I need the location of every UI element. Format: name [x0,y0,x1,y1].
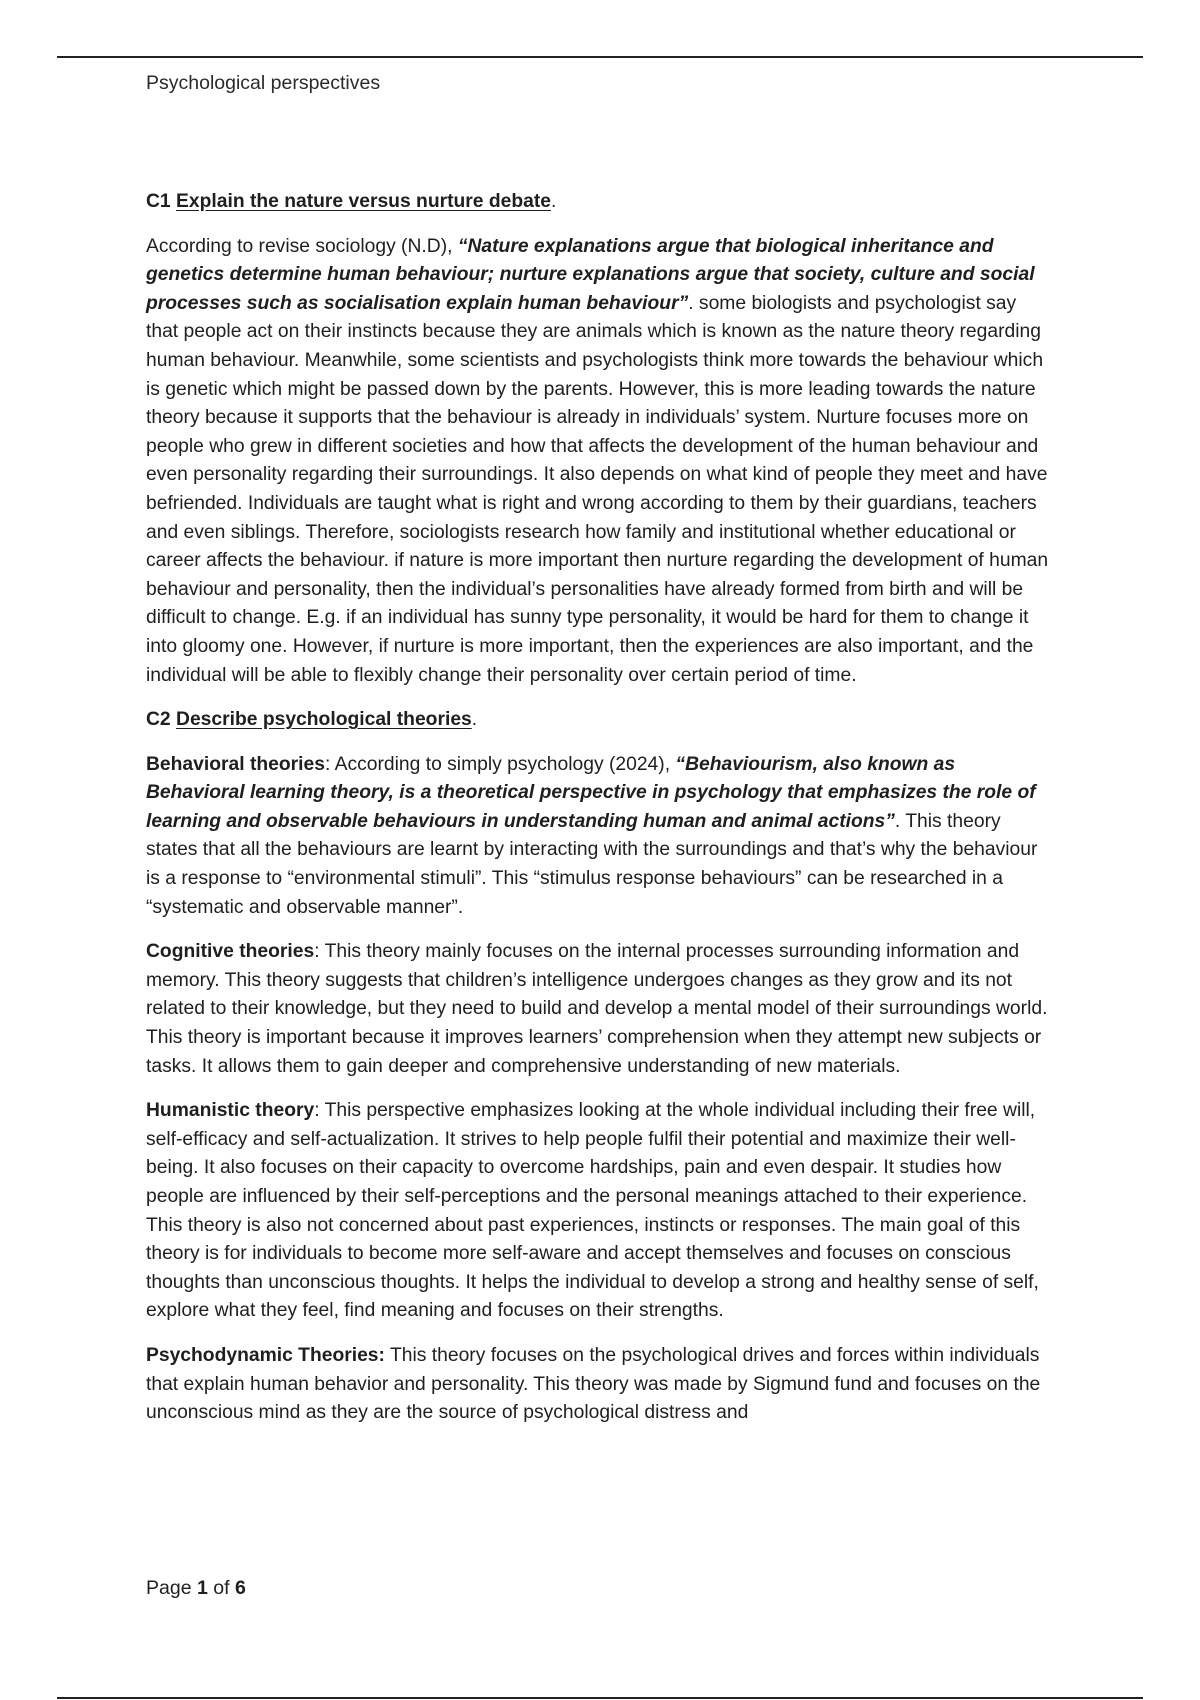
c1-punct: . [551,191,557,212]
c2-code: C2 [146,709,171,731]
cognitive-paragraph [146,938,1051,1081]
behavioral-term: Behavioral theories [146,753,325,775]
document-body [146,188,1051,1444]
c1-code: C1 [146,191,171,212]
page-label: Page [146,1577,197,1599]
c1-quote: “Nature explanations argue that biological inheritance and genetics determine human behaviour; nurture explanations argue that society, culture and social processes such as socialisation explain human behaviour” [146,235,1035,314]
document-header: Psychological perspectives [146,72,381,94]
cognitive-term: Cognitive theories [146,941,315,963]
page-current: 1 [196,1577,208,1599]
psychodynamic-rest: This theory focuses on the psychological drives and forces within individuals that explain human behavior and personality. This theory was made by Sigmund fund and focuses on the unconscious mind as they are the source of psychological distress and [146,1344,1041,1424]
c2-title: Describe psychological theories [176,709,472,731]
footer-rule [57,1697,1143,1699]
behavioral-quote: “Behaviourism, also known as Behavioral learning theory, is a theoretical perspective in psychology that emphasizes the role of learning and observable behaviours in understanding human and animal actions” [146,753,1036,832]
humanistic-rest: : This perspective emphasizes looking at the whole individual including their free will, self-efficacy and self-actualization. It strives to help people fulfil their potential and maximize their well-being. It also focuses on their capacity to overcome hardships, pain and even despair. It studies how people are influenced by their self-perceptions and the personal meanings attached to their experience. This theory is also not concerned about past experiences, instincts or responses. The main goal of this theory is for individuals to become more self-aware and accept themselves and focuses on conscious thoughts than unconscious thoughts. It helps the individual to develop a strong and healthy sense of self, explore what they feel, find meaning and focuses on their strengths. [146,1100,1039,1322]
page-number [146,1577,246,1600]
behavioral-lead: : According to simply psychology (2024), [324,753,676,775]
cognitive-rest: : This theory mainly focuses on the internal processes surrounding information and memory. This theory suggests that children’s intelligence undergoes changes as they grow and its not related to their knowledge, but they need to build and develop a mental model of their surroundings world. This theory is important because it improves learners’ comprehension when they attempt new subjects or tasks. It allows them to gain deeper and comprehensive understanding of new materials. [146,941,1048,1077]
c1-paragraph [146,233,1051,691]
c2-punct: . [471,709,478,731]
humanistic-term: Humanistic theory [146,1100,315,1122]
c2-heading [146,706,1051,735]
psychodynamic-paragraph [146,1342,1051,1428]
behavioral-rest: . This theory states that all the behaviours are learnt by interacting with the surroundings and that’s why the behaviour is a response to “environmental stimuli”. This “stimulus response behaviours” can be researched in a “systematic and observable manner”. [146,810,1038,918]
c1-title: Explain the nature versus nurture debate [176,191,552,212]
header-rule [57,56,1143,58]
c1-rest: . some biologists and psychologist say that people act on their instincts because they are animals which is known as the nature theory regarding human behaviour. Meanwhile, some scientists and psychologists think more towards the behaviour which is genetic which might be passed down by the parents. However, this is more leading towards the nature theory because it supports that the behaviour is already in individuals’ system. Nurture focuses more on people who grew in different societies and how that affects the development of the human behaviour and even personality regarding their surroundings. It also depends on what kind of people they meet and have befriended. Individuals are taught what is right and wrong according to them by their guardians, teachers and even siblings. Therefore, sociologists research how family and institutional whether educational or career affects the behaviour. if nature is more important then nurture regarding the development of human behaviour and personality, then the individual’s personalities have already formed from birth and will be difficult to change. E.g. if an individual has sunny type personality, it would be hard for them to change it into gloomy one. However, if nurture is more important, then the experiences are also important, and the individual will be able to flexibly change their personality over certain period of time. [146,292,1049,686]
page-total: 6 [234,1577,246,1599]
page-of: of [207,1577,235,1599]
humanistic-paragraph [146,1097,1051,1326]
c1-lead: According to revise sociology (N.D), [146,235,458,257]
c1-heading [146,188,1051,217]
behavioral-paragraph [146,751,1051,923]
psychodynamic-term: Psychodynamic Theories: [146,1344,385,1366]
